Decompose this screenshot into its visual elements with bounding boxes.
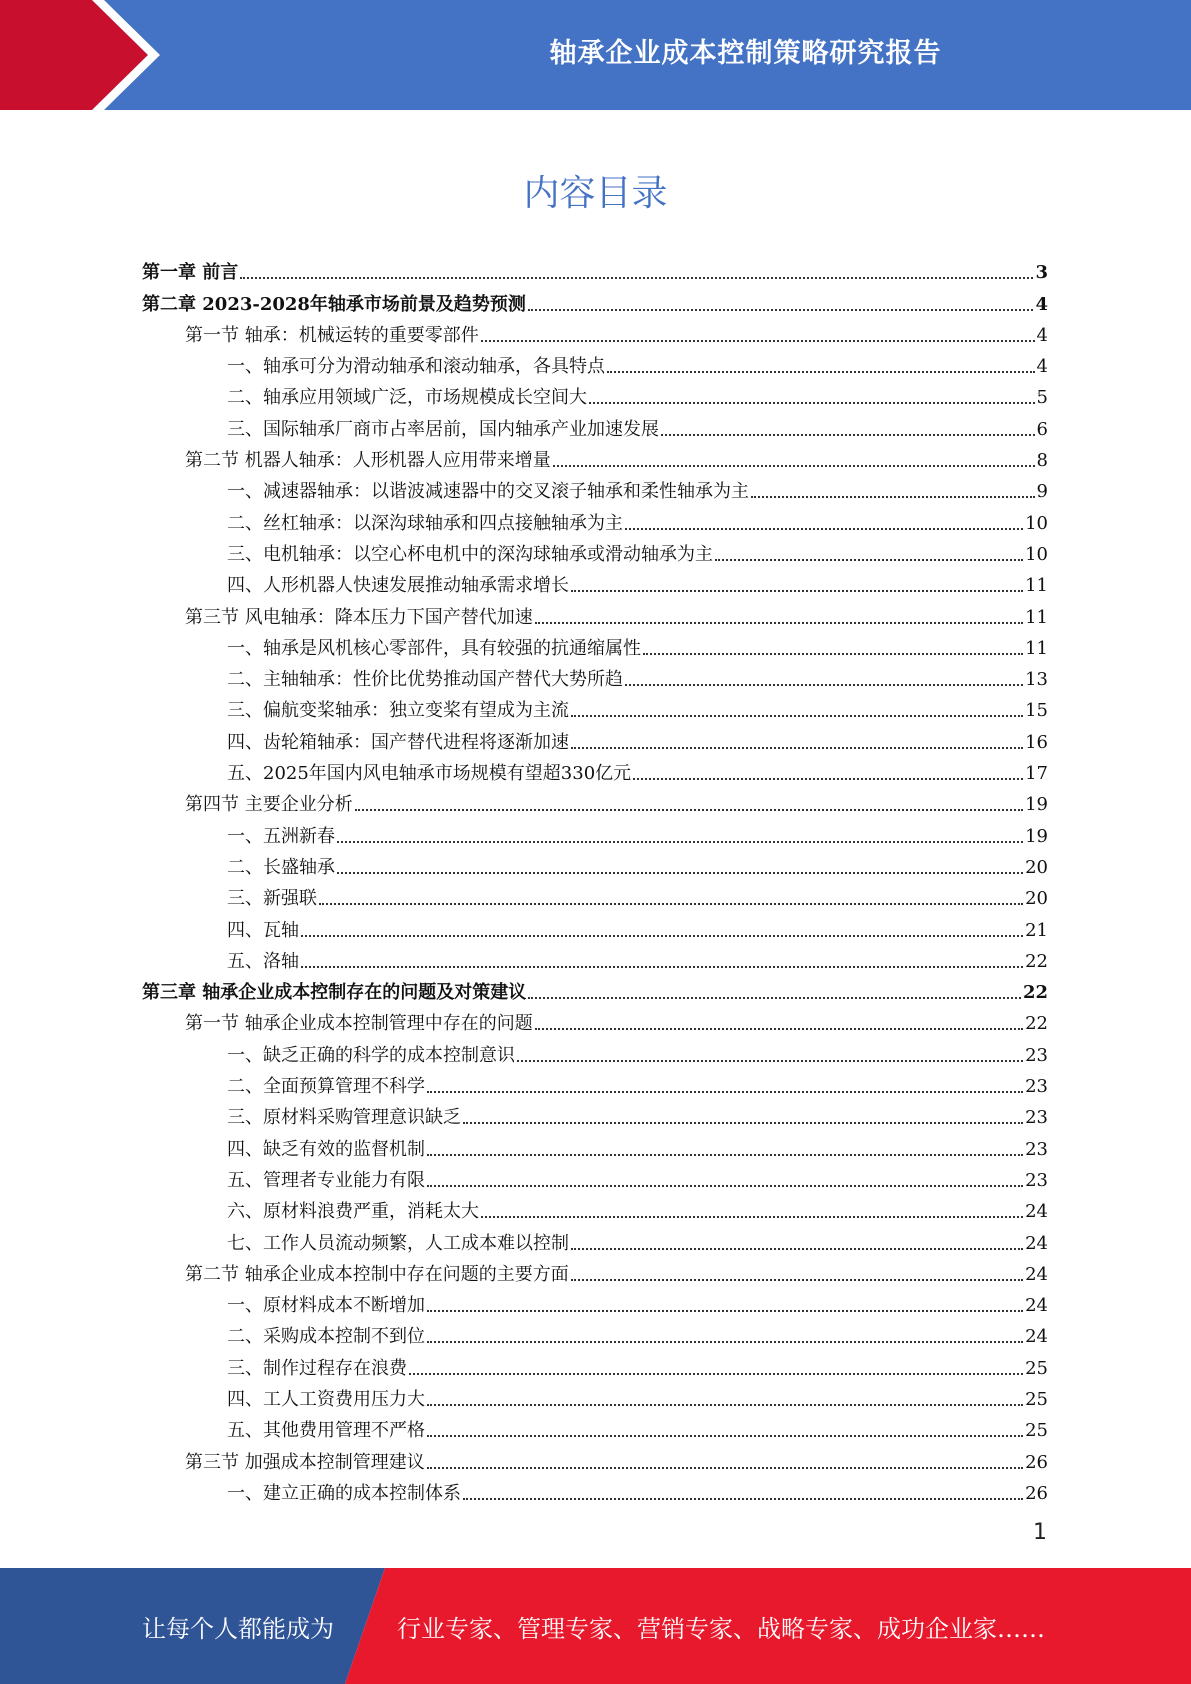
toc-entry[interactable] xyxy=(142,1317,1048,1348)
toc-leader-dots xyxy=(427,1341,1023,1343)
toc-leader-dots xyxy=(301,966,1023,968)
toc-leader-dots xyxy=(427,1404,1023,1406)
toc-entry[interactable] xyxy=(142,691,1048,722)
toc-leader-dots xyxy=(337,872,1023,874)
toc-entry[interactable] xyxy=(142,441,1048,472)
toc-entry-text: 第二节 轴承企业成本控制中存在问题的主要方面 xyxy=(185,1263,569,1285)
toc-entry-page: 3 xyxy=(1035,262,1048,284)
toc-entry-page: 15 xyxy=(1025,700,1048,722)
toc-leader-dots xyxy=(643,653,1023,655)
toc-entry[interactable] xyxy=(142,1129,1048,1160)
toc-leader-dots xyxy=(427,1154,1023,1156)
toc-leader-dots xyxy=(319,903,1023,905)
toc-entry[interactable] xyxy=(142,1348,1048,1379)
toc-leader-dots xyxy=(607,371,1035,373)
toc-entry-text: 第一节 轴承：机械运转的重要零部件 xyxy=(185,324,479,346)
toc-entry-text: 一、五洲新春 xyxy=(227,825,335,847)
toc-entry-page: 24 xyxy=(1025,1201,1048,1223)
toc-leader-dots xyxy=(528,309,1034,311)
toc-entry[interactable] xyxy=(142,284,1048,315)
toc-entry-text: 第四节 主要企业分析 xyxy=(185,794,353,816)
toc-entry-page: 20 xyxy=(1025,856,1048,878)
toc-entry[interactable] xyxy=(142,1411,1048,1442)
toc-entry-page: 24 xyxy=(1025,1232,1048,1254)
toc-entry-page: 4 xyxy=(1035,293,1048,315)
toc-entry-page: 22 xyxy=(1025,1013,1048,1035)
toc-entry-text: 四、瓦轴 xyxy=(227,919,299,941)
toc-entry-page: 11 xyxy=(1025,606,1048,628)
toc-leader-dots xyxy=(481,1216,1023,1218)
toc-entry-text: 三、国际轴承厂商市占率居前，国内轴承产业加速发展 xyxy=(227,418,659,440)
toc-entry-text: 二、主轴轴承：性价比优势推动国产替代大势所趋 xyxy=(227,669,623,691)
toc-entry-page: 17 xyxy=(1025,763,1048,785)
toc-entry-text: 四、人形机器人快速发展推动轴承需求增长 xyxy=(227,575,569,597)
toc-entry-page: 25 xyxy=(1025,1388,1048,1410)
toc-entry[interactable] xyxy=(142,1380,1048,1411)
toc-entry[interactable] xyxy=(142,629,1048,660)
red-chevron-icon xyxy=(0,0,148,110)
toc-entry-page: 13 xyxy=(1025,669,1048,691)
toc-leader-dots xyxy=(535,1028,1023,1030)
toc-entry-page: 25 xyxy=(1025,1420,1048,1442)
toc-entry-text: 一、轴承可分为滑动轴承和滚动轴承，各具特点 xyxy=(227,356,605,378)
toc-leader-dots xyxy=(337,841,1023,843)
toc-leader-dots xyxy=(517,1060,1023,1062)
toc-entry[interactable] xyxy=(142,1192,1048,1223)
toc-entry-text: 五、其他费用管理不严格 xyxy=(227,1420,425,1442)
toc-entry-page: 19 xyxy=(1025,825,1048,847)
toc-entry-text: 二、长盛轴承 xyxy=(227,856,335,878)
toc-leader-dots xyxy=(751,496,1035,498)
toc-entry[interactable] xyxy=(142,1474,1048,1505)
page-number: 1 xyxy=(1033,1520,1047,1545)
footer-slogan-right: 行业专家、管理专家、营销专家、战略专家、成功企业家…… xyxy=(397,1614,1045,1643)
toc-entry-text: 第三章 轴承企业成本控制存在的问题及对策建议 xyxy=(142,982,527,1004)
toc-entry[interactable] xyxy=(142,1223,1048,1254)
toc-entry-text: 四、工人工资费用压力大 xyxy=(227,1388,425,1410)
toc-entry[interactable] xyxy=(142,910,1048,941)
toc-leader-dots xyxy=(625,528,1023,530)
toc-leader-dots xyxy=(463,1498,1023,1500)
toc-entry-page: 24 xyxy=(1025,1263,1048,1285)
toc-entry-page: 26 xyxy=(1025,1482,1048,1504)
toc-entry-text: 二、采购成本控制不到位 xyxy=(227,1326,425,1348)
toc-entry[interactable] xyxy=(142,816,1048,847)
toc-entry[interactable] xyxy=(142,942,1048,973)
toc-leader-dots xyxy=(553,465,1035,467)
toc-entry-page: 23 xyxy=(1025,1138,1048,1160)
toc-entry[interactable] xyxy=(142,1067,1048,1098)
toc-entry-text: 第一节 轴承企业成本控制管理中存在的问题 xyxy=(185,1013,533,1035)
toc-entry-text: 三、偏航变桨轴承：独立变桨有望成为主流 xyxy=(227,700,569,722)
toc-entry-text: 三、制作过程存在浪费 xyxy=(227,1357,407,1379)
toc-entry-page: 4 xyxy=(1036,356,1048,378)
toc-leader-dots xyxy=(625,684,1023,686)
toc-leader-dots xyxy=(427,1185,1023,1187)
toc-entry-text: 第一章 前言 xyxy=(142,262,239,284)
report-title: 轴承企业成本控制策略研究报告 xyxy=(549,37,942,69)
toc-entry[interactable] xyxy=(142,879,1048,910)
toc-entry[interactable] xyxy=(142,1161,1048,1192)
toc-leader-dots xyxy=(301,935,1023,937)
toc-leader-dots xyxy=(427,1435,1023,1437)
toc-entry-text: 一、原材料成本不断增加 xyxy=(227,1295,425,1317)
toc-entry-page: 21 xyxy=(1025,919,1048,941)
toc-leader-dots xyxy=(427,1310,1023,1312)
toc-entry-text: 二、全面预算管理不科学 xyxy=(227,1076,425,1098)
toc-entry-page: 6 xyxy=(1036,418,1048,440)
toc-leader-dots xyxy=(240,277,1033,279)
toc-entry[interactable] xyxy=(142,660,1048,691)
toc-leader-dots xyxy=(427,1467,1023,1469)
table-of-contents xyxy=(142,253,1048,1505)
toc-leader-dots xyxy=(409,1373,1023,1375)
toc-entry[interactable] xyxy=(142,535,1048,566)
toc-leader-dots xyxy=(571,747,1023,749)
toc-entry[interactable] xyxy=(142,973,1048,1004)
toc-entry-text: 二、轴承应用领域广泛，市场规模成长空间大 xyxy=(227,387,587,409)
toc-leader-dots xyxy=(589,402,1035,404)
toc-entry-text: 四、齿轮箱轴承：国产替代进程将逐渐加速 xyxy=(227,731,569,753)
toc-entry[interactable] xyxy=(142,347,1048,378)
toc-entry[interactable] xyxy=(142,785,1048,816)
toc-leader-dots xyxy=(571,590,1023,592)
toc-leader-dots xyxy=(661,434,1035,436)
toc-entry-page: 10 xyxy=(1025,512,1048,534)
toc-entry-text: 五、洛轴 xyxy=(227,950,299,972)
toc-entry-page: 20 xyxy=(1025,888,1048,910)
toc-leader-dots xyxy=(427,1091,1023,1093)
toc-leader-dots xyxy=(355,809,1023,811)
toc-entry-text: 五、2025年国内风电轴承市场规模有望超330亿元 xyxy=(227,763,632,785)
toc-entry[interactable] xyxy=(142,566,1048,597)
toc-leader-dots xyxy=(571,1248,1023,1250)
toc-entry[interactable] xyxy=(142,1004,1048,1035)
toc-entry[interactable] xyxy=(142,722,1048,753)
toc-entry-page: 23 xyxy=(1025,1044,1048,1066)
toc-entry-page: 4 xyxy=(1036,324,1048,346)
toc-entry-page: 23 xyxy=(1025,1107,1048,1129)
toc-heading: 内容目录 xyxy=(523,173,668,214)
toc-entry-page: 10 xyxy=(1025,543,1048,565)
footer-slogan-left: 让每个人都能成为 xyxy=(142,1614,334,1643)
toc-entry-text: 第三节 加强成本控制管理建议 xyxy=(185,1451,425,1473)
toc-entry-page: 24 xyxy=(1025,1295,1048,1317)
toc-leader-dots xyxy=(571,715,1023,717)
toc-entry-page: 11 xyxy=(1025,637,1048,659)
toc-entry-page: 24 xyxy=(1025,1326,1048,1348)
toc-entry-text: 七、工作人员流动频繁，人工成本难以控制 xyxy=(227,1232,569,1254)
toc-entry[interactable] xyxy=(142,378,1048,409)
toc-entry[interactable] xyxy=(142,316,1048,347)
toc-entry[interactable] xyxy=(142,253,1048,284)
toc-leader-dots xyxy=(535,622,1023,624)
toc-entry-page: 5 xyxy=(1036,387,1048,409)
toc-entry[interactable] xyxy=(142,1286,1048,1317)
toc-entry[interactable] xyxy=(142,1442,1048,1473)
toc-entry-page: 19 xyxy=(1025,794,1048,816)
toc-entry[interactable] xyxy=(142,409,1048,440)
toc-entry-page: 22 xyxy=(1025,950,1048,972)
toc-entry[interactable] xyxy=(142,754,1048,785)
toc-entry-page: 9 xyxy=(1036,481,1048,503)
toc-entry-page: 22 xyxy=(1022,982,1048,1004)
toc-entry-text: 第二章 2023-2028年轴承市场前景及趋势预测 xyxy=(142,293,526,315)
toc-leader-dots xyxy=(463,1122,1023,1124)
toc-entry[interactable] xyxy=(142,503,1048,534)
toc-entry-text: 四、缺乏有效的监督机制 xyxy=(227,1138,425,1160)
toc-entry-text: 二、丝杠轴承：以深沟球轴承和四点接触轴承为主 xyxy=(227,512,623,534)
toc-leader-dots xyxy=(528,997,1021,999)
toc-entry-text: 一、轴承是风机核心零部件，具有较强的抗通缩属性 xyxy=(227,637,641,659)
toc-entry[interactable] xyxy=(142,1035,1048,1066)
page-footer xyxy=(0,1568,1191,1684)
toc-entry-page: 16 xyxy=(1025,731,1048,753)
toc-entry-text: 一、建立正确的成本控制体系 xyxy=(227,1482,461,1504)
toc-entry-text: 六、原材料浪费严重，消耗太大 xyxy=(227,1201,479,1223)
toc-entry-page: 23 xyxy=(1025,1076,1048,1098)
toc-entry-page: 23 xyxy=(1025,1169,1048,1191)
page-header xyxy=(0,0,1191,110)
toc-entry-text: 第三节 风电轴承：降本压力下国产替代加速 xyxy=(185,606,533,628)
toc-entry[interactable] xyxy=(142,1098,1048,1129)
toc-entry-text: 三、新强联 xyxy=(227,888,317,910)
toc-entry-text: 第二节 机器人轴承：人形机器人应用带来增量 xyxy=(185,450,551,472)
toc-entry[interactable] xyxy=(142,472,1048,503)
toc-entry-text: 五、管理者专业能力有限 xyxy=(227,1169,425,1191)
toc-entry-page: 25 xyxy=(1025,1357,1048,1379)
toc-entry-page: 8 xyxy=(1036,450,1048,472)
toc-leader-dots xyxy=(633,778,1023,780)
toc-entry[interactable] xyxy=(142,848,1048,879)
toc-leader-dots xyxy=(481,340,1035,342)
toc-leader-dots xyxy=(571,1279,1023,1281)
toc-entry[interactable] xyxy=(142,597,1048,628)
toc-entry-text: 三、原材料采购管理意识缺乏 xyxy=(227,1107,461,1129)
toc-entry-page: 26 xyxy=(1025,1451,1048,1473)
toc-leader-dots xyxy=(715,559,1023,561)
toc-entry-text: 三、电机轴承：以空心杯电机中的深沟球轴承或滑动轴承为主 xyxy=(227,543,713,565)
toc-entry-page: 11 xyxy=(1025,575,1048,597)
toc-entry-text: 一、缺乏正确的科学的成本控制意识 xyxy=(227,1044,515,1066)
toc-entry[interactable] xyxy=(142,1255,1048,1286)
toc-entry-text: 一、减速器轴承：以谐波减速器中的交叉滚子轴承和柔性轴承为主 xyxy=(227,481,749,503)
